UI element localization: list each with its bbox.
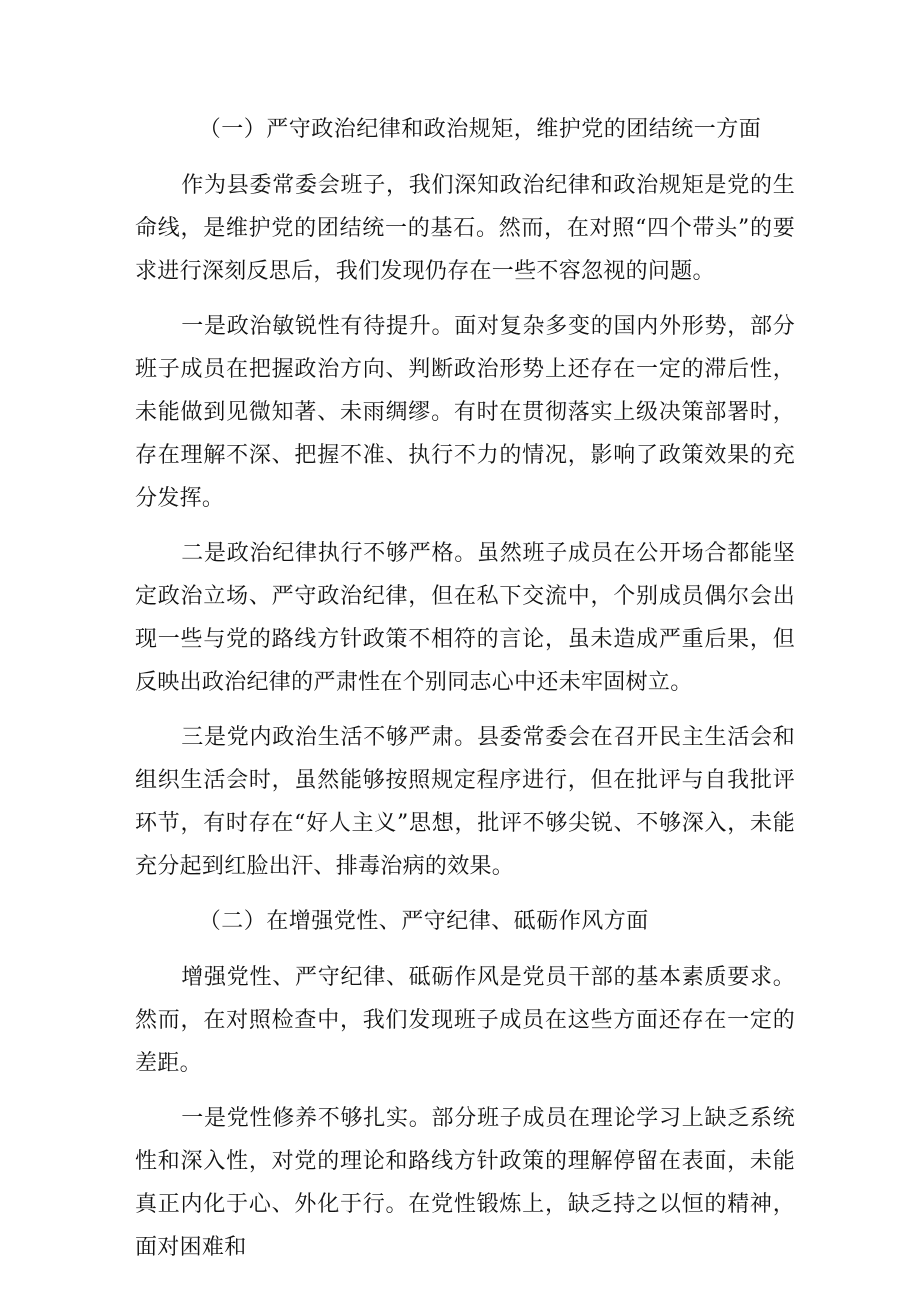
section-1-point-2-paragraph: 二是政治纪律执行不够严格。虽然班子成员在公开场合都能坚定政治立场、严守政治纪律，但在私下交流中，个别成员偶尔会出现一些与党的路线方针政策不相符的言论，虽未造成严重后果，但反映出政治纪律的严肃性在个别同志心中还未牢固树立。 bbox=[135, 541, 795, 695]
section-1-point-1-paragraph: 一是政治敏锐性有待提升。面对复杂多变的国内外形势，部分班子成员在把握政治方向、判断政治形势上还存在一定的滞后性，未能做到见微知著、未雨绸缪。有时在贯彻落实上级决策部署时，存在理解不深、把握不准、执行不力的情况，影响了政策效果的充分发挥。 bbox=[135, 314, 795, 511]
document-body bbox=[135, 108, 795, 1281]
section-1-point-3-paragraph: 三是党内政治生活不够严肃。县委常委会在召开民主生活会和组织生活会时，虽然能够按照规定程序进行，但在批评与自我批评环节，有时存在“好人主义”思想，批评不够尖锐、不够深入，未能充分起到红脸出汗、排毒治病的效果。 bbox=[135, 725, 795, 879]
section-1-intro-paragraph: 作为县委常委会班子，我们深知政治纪律和政治规矩是党的生命线，是维护党的团结统一的基石。然而，在对照“四个带头”的要求进行深刻反思后，我们发现仍存在一些不容忽视的问题。 bbox=[135, 173, 795, 284]
section-2-point-1-paragraph: 一是党性修养不够扎实。部分班子成员在理论学习上缺乏系统性和深入性，对党的理论和路线方针政策的理解停留在表面，未能真正内化于心、外化于行。在党性锻炼上，缺乏持之以恒的精神，面对困难和 bbox=[135, 1106, 795, 1260]
section-2-intro-paragraph: 增强党性、严守纪律、砥砺作风是党员干部的基本素质要求。然而，在对照检查中，我们发现班子成员在这些方面还存在一定的差距。 bbox=[135, 965, 795, 1076]
section-1-heading: （一）严守政治纪律和政治规矩，维护党的团结统一方面 bbox=[198, 117, 762, 142]
section-2-heading: （二）在增强党性、严守纪律、砥砺作风方面 bbox=[198, 909, 649, 934]
